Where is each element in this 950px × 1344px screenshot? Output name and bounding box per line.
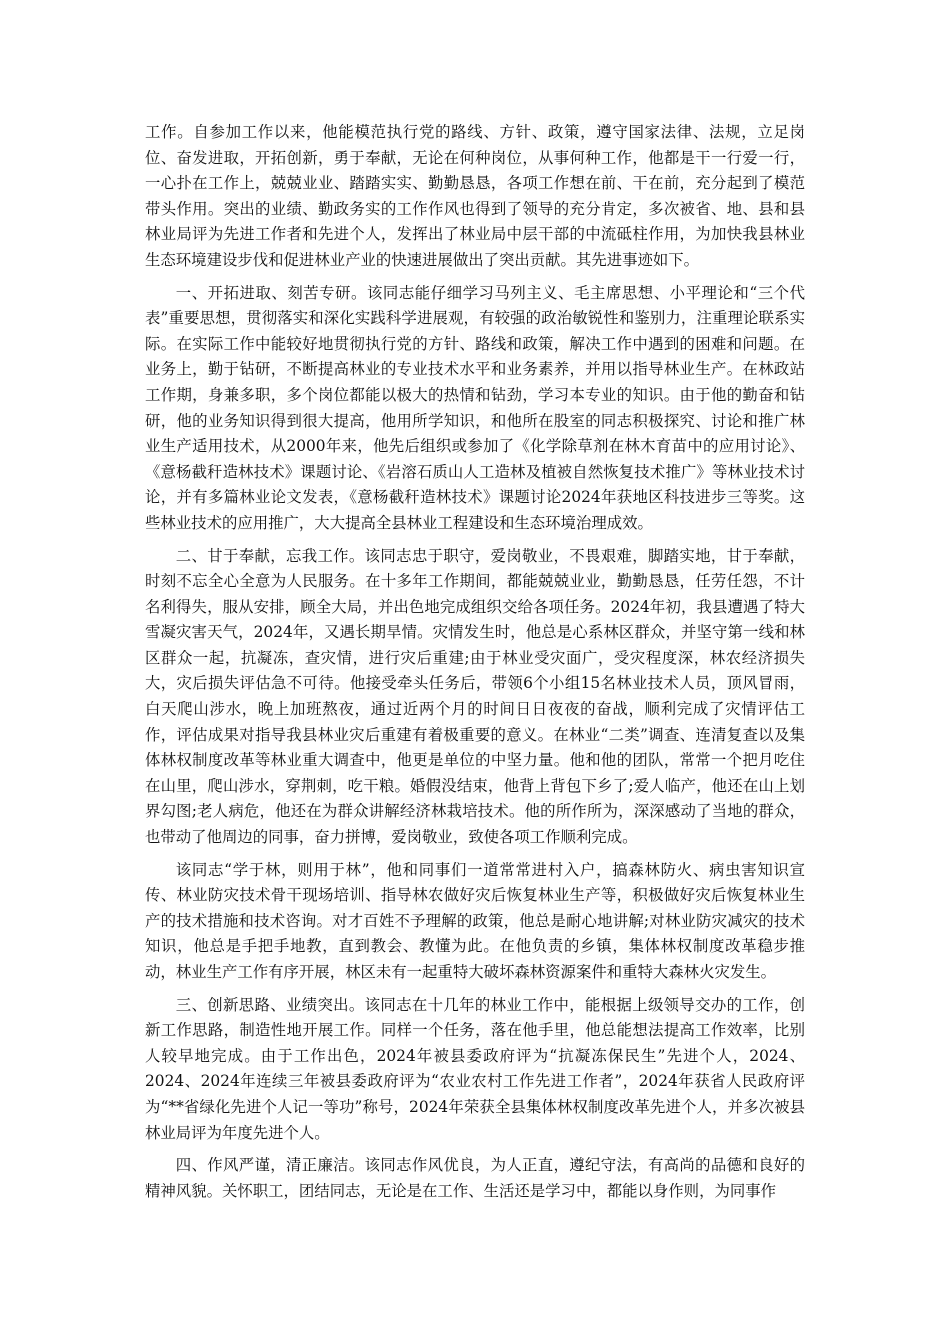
- document-page: [145, 120, 805, 1211]
- paragraph-section-2: 二、甘于奉献，忘我工作。该同志忠于职守，爱岗敬业，不畏艰难，脚踏实地，甘于奉献，时刻不忘全心全意为人民服务。在十多年工作期间，都能兢兢业业，勤勤恳恳，任劳任怨，不计名利得失，服从安排，顾全大局，并出色地完成组织交给各项任务。2024年初，我县遭遇了特大雪凝灾害天气，2024年，又遇长期旱情。灾情发生时，他总是心系林区群众，并坚守第一线和林区群众一起，抗凝冻，查灾情，进行灾后重建;由于林业受灾面广，受灾程度深，林农经济损失大，灾后损失评估急不可待。他接受牵头任务后，带领6个小组15名林业技术人员，顶风冒雨，白天爬山涉水，晚上加班熬夜，通过近两个月的时间日日夜夜的奋战，顺利完成了灾情评估工作，评估成果对指导我县林业灾后重建有着极重要的意义。在林业“二类”调查、连清复查以及集体林权制度改革等林业重大调查中，他更是单位的中坚力量。他和他的团队，常常一个把月吃住在山里，爬山涉水，穿荆刺，吃干粮。婚假没结束，他背上背包下乡了;爱人临产，他还在山上划界勾图;老人病危，他还在为群众讲解经济林栽培技术。他的所作所为，深深感动了当地的群众，也带动了他周边的同事，奋力拼博，爱岗敬业，致使各项工作顺利完成。: [145, 546, 805, 847]
- paragraph-section-3: 三、创新思路、业绩突出。该同志在十几年的林业工作中，能根据上级领导交办的工作，创新工作思路，制造性地开展工作。同样一个任务，落在他手里，他总能想法提高工作效率，比别人较早地完成。由于工作出色，2024年被县委政府评为“抗凝冻保民生”先进个人，2024、2024、2024年连续三年被县委政府评为“农业农村工作先进工作者”，2024年获省人民政府评为“**省绿化先进个人记一等功”称号，2024年荣获全县集体林权制度改革先进个人，并多次被县林业局评为年度先进个人。: [145, 995, 805, 1142]
- paragraph-section-4: 四、作风严谨，清正廉洁。该同志作风优良，为人正直，遵纪守法，有高尚的品德和良好的精神风貌。关怀职工，团结同志，无论是在工作、生活还是学习中，都能以身作则，为同事作: [145, 1156, 805, 1200]
- paragraph-intro: 工作。自参加工作以来，他能模范执行党的路线、方针、政策，遵守国家法律、法规，立足岗位、奋发进取，开拓创新，勇于奉献，无论在何种岗位，从事何种工作，他都是干一行爱一行，一心扑在工作上，兢兢业业、踏踏实实、勤勤恳恳，各项工作想在前、干在前，充分起到了模范带头作用。突出的业绩、勤政务实的工作作风也得到了领导的充分肯定，多次被省、地、县和县林业局评为先进工作者和先进个人，发挥出了林业局中层干部的中流砥柱作用，为加快我县林业生态环境建设步伐和促进林业产业的快速进展做出了突出贡献。其先进事迹如下。: [145, 123, 805, 269]
- paragraph-section-1: 一、开拓进取、刻苦专研。该同志能仔细学习马列主义、毛主席思想、小平理论和“三个代表”重要思想，贯彻落实和深化实践科学进展观，有较强的政治敏锐性和鉴别力，注重理论联系实际。在实际工作中能较好地贯彻执行党的方针、路线和政策，解决工作中遇到的困难和问题。在业务上，勤于钻研，不断提高林业的专业技术水平和业务素养，并用以指导林业生产。在林政站工作期，身兼多职，多个岗位都能以极大的热情和钻劲，学习本专业的知识。由于他的勤奋和钻研，他的业务知识得到很大提高，他用所学知识，和他所在股室的同志积极探究、讨论和推广林业生产适用技术，从2000年来，他先后组织或参加了《化学除草剂在林木育苗中的应用讨论》、《意杨截秆造林技术》课题讨论、《岩溶石质山人工造林及植被自然恢复技术推广》等林业技术讨论，并有多篇林业论文发表，《意杨截秆造林技术》课题讨论2024年获地区科技进步三等奖。这些林业技术的应用推广，大大提高全县林业工程建设和生态环境治理成效。: [145, 283, 805, 532]
- paragraph-section-2-continued: 该同志“学于林，则用于林”，他和同事们一道常常进村入户，搞森林防火、病虫害知识宣传、林业防灾技术骨干现场培训、指导林农做好灾后恢复林业生产等，积极做好灾后恢复林业生产的技术措施和技术咨询。对才百姓不予理解的政策，他总是耐心地讲解;对林业防灾减灾的技术知识，他总是手把手地教，直到教会、教懂为此。在他负责的乡镇，集体林权制度改革稳步推动，林业生产工作有序开展，林区未有一起重特大破坏森林资源案件和重特大森林火灾发生。: [145, 860, 805, 981]
